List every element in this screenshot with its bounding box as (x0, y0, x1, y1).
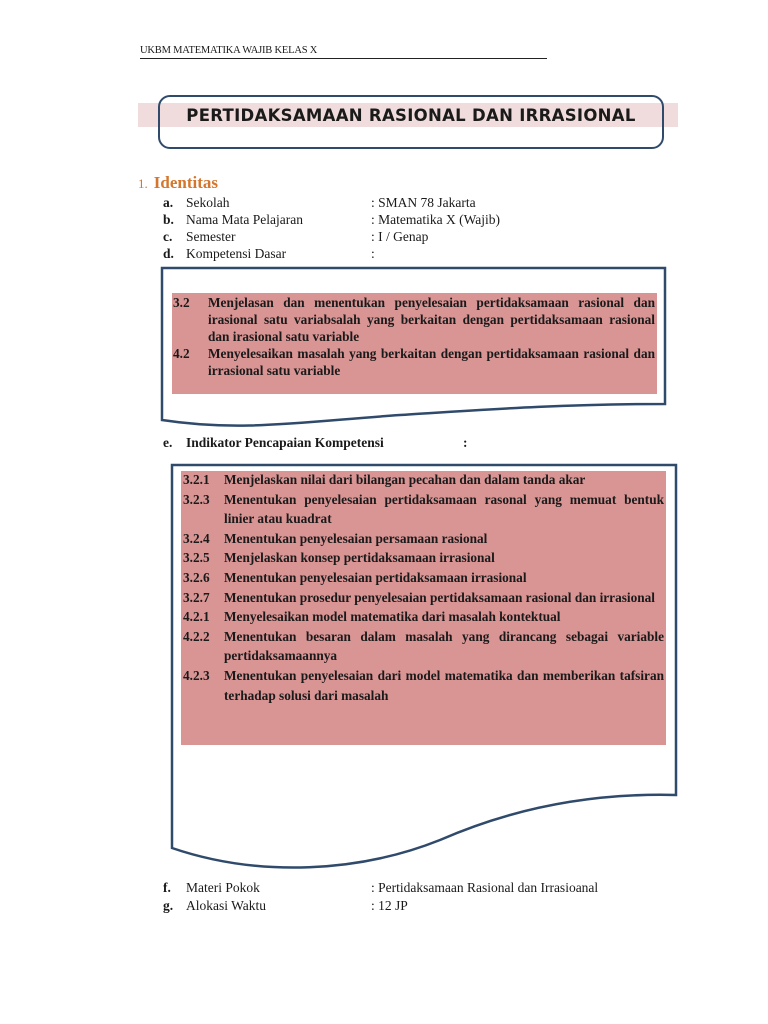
kd-item (173, 294, 655, 345)
row-value: : I / Genap (371, 229, 429, 244)
row-letter: c. (163, 229, 173, 244)
indikator-text: Menentukan penyelesaian dari model matematika dan memberikan tafsiran terhadap solusi dari masalah (224, 668, 664, 703)
kd-text: Menjelasan dan menentukan penyelesaian pertidaksamaan rasional dan irasional satu variabsalah yang berkaitan dengan pertidaksamaan rasional dan irasional satu variable (208, 295, 655, 344)
section-number: 1. (138, 176, 148, 191)
row-letter: e. (163, 435, 173, 450)
row-label: Indikator Pencapaian Kompetensi (186, 435, 384, 450)
indikator-code: 4.2.3 (183, 668, 210, 683)
indikator-text: Menentukan prosedur penyelesaian pertidaksamaan rasional dan irrasional (224, 589, 655, 605)
indikator-heading (163, 434, 468, 451)
row-letter: b. (163, 212, 174, 227)
indikator-code: 3.2.3 (183, 491, 210, 507)
indikator-code: 3.2.7 (183, 589, 210, 605)
kd-item (173, 345, 655, 379)
indikator-item (183, 490, 664, 529)
kd-code: 3.2 (173, 295, 190, 310)
row-letter: g. (163, 898, 174, 913)
indikator-text: Menentukan penyelesaian pertidaksamaan rasonal yang memuat bentuk linier atau kuadrat (224, 491, 664, 527)
kd-code: 4.2 (173, 346, 190, 361)
row-letter: f. (163, 880, 171, 895)
indikator-item (183, 588, 664, 608)
running-header: UKBM MATEMATIKA WAJIB KELAS X (140, 45, 318, 56)
row-materi-pokok (163, 879, 598, 896)
row-value: : (371, 246, 375, 261)
indikator-item (183, 666, 664, 705)
indikator-code: 4.2.2 (183, 628, 210, 644)
indikator-text: Menjelaskan konsep pertidaksamaan irrasional (224, 550, 495, 566)
row-value: : Pertidaksamaan Rasional dan Irrasioanal (371, 880, 599, 895)
row-letter: a. (163, 195, 174, 210)
indikator-code: 3.2.1 (183, 472, 210, 487)
indikator-item (183, 568, 664, 588)
indikator-item (183, 470, 664, 490)
row-label: Kompetensi Dasar (186, 246, 287, 261)
section-title: Identitas (153, 173, 218, 192)
indikator-code: 3.2.6 (183, 570, 210, 585)
indikator-code: 4.2.1 (183, 609, 210, 625)
row-label: Alokasi Waktu (186, 898, 267, 913)
row-label: Sekolah (186, 195, 230, 210)
indikator-text: Menentukan penyelesaian persamaan rasional (224, 530, 488, 546)
row-value: : 12 JP (371, 898, 408, 913)
row-label: Materi Pokok (186, 880, 260, 895)
indikator-item (183, 548, 664, 568)
row-alokasi-waktu (163, 897, 408, 914)
row-letter: d. (163, 246, 174, 261)
indikator-item (183, 627, 664, 666)
indikator-code: 3.2.4 (183, 530, 210, 546)
row-value: : SMAN 78 Jakarta (371, 195, 476, 210)
row-value: : Matematika X (Wajib) (371, 212, 500, 227)
row-label: Semester (186, 229, 236, 244)
indikator-code: 3.2.5 (183, 550, 210, 566)
indikator-text: Menjelaskan nilai dari bilangan pecahan dan dalam tanda akar (224, 472, 586, 487)
indikator-text: Menentukan besaran dalam masalah yang dirancang sebagai variable pertidaksamaannya (224, 628, 664, 664)
row-label: Nama Mata Pelajaran (186, 212, 303, 227)
indikator-text: Menentukan penyelesaian pertidaksamaan irrasional (224, 570, 527, 585)
page-title: PERTIDAKSAMAAN RASIONAL DAN IRRASIONAL (186, 106, 636, 125)
row-value: : (463, 435, 468, 450)
kd-text: Menyelesaikan masalah yang berkaitan dengan pertidaksamaan rasional dan irrasional satu variable (208, 346, 655, 378)
indikator-item (183, 529, 664, 549)
indikator-item (183, 607, 664, 627)
indikator-text: Menyelesaikan model matematika dari masalah kontektual (224, 609, 561, 625)
